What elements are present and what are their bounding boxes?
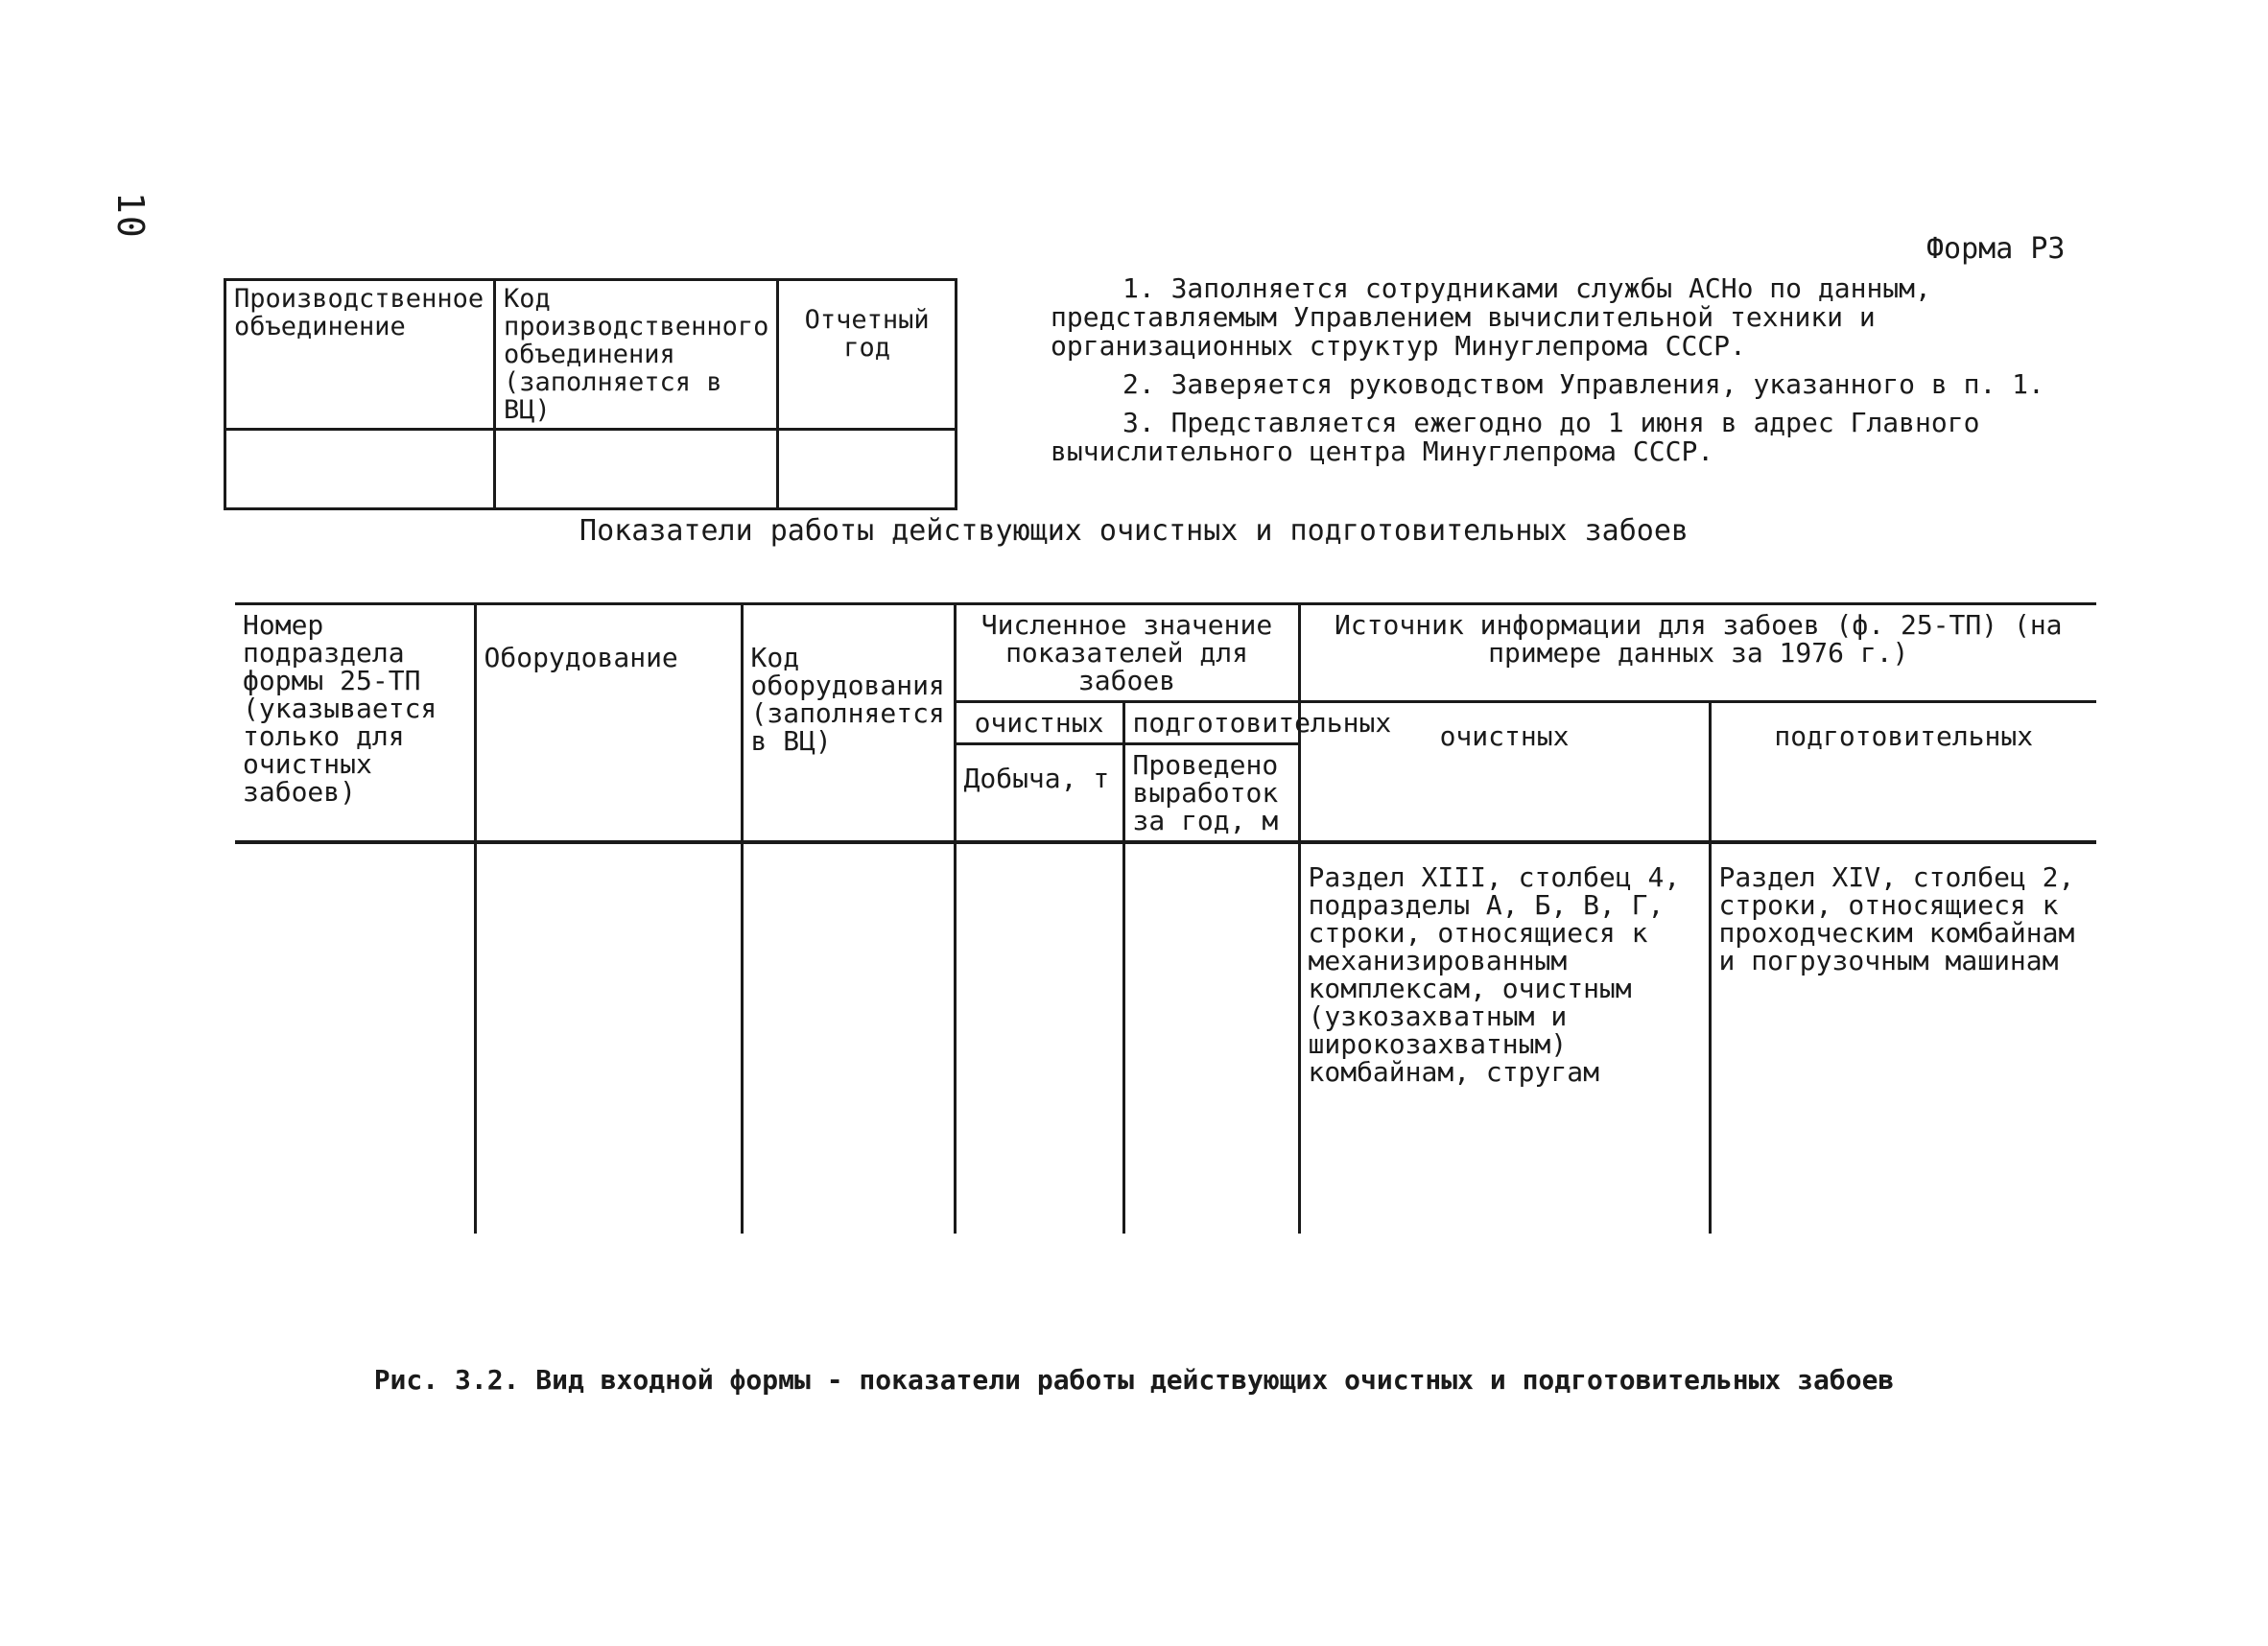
- figure-caption: Рис. 3.2. Вид входной формы - показатели работы действующих очистных и подготовительных забоев: [373, 1364, 1895, 1396]
- cell-source-prep: Раздел XIV, столбец 2, строки, относящиеся к проходческим комбайнам и погрузочным машинам: [1710, 842, 2096, 1234]
- form-notes: [1051, 274, 2115, 476]
- page-number: 10: [109, 192, 152, 240]
- header-cell-association[interactable]: [225, 430, 495, 509]
- col-driven: Проведено выработок за год, м: [1123, 744, 1299, 843]
- col-numeric-prep: подготовительных: [1123, 702, 1299, 744]
- col-section-number: Номер подраздела формы 25-ТП (указывается только для очистных забоев): [235, 604, 475, 843]
- cell-equipment[interactable]: [475, 842, 742, 1234]
- header-cell-association-code[interactable]: [495, 430, 778, 509]
- cell-driven[interactable]: [1123, 842, 1299, 1234]
- col-source-clean: очистных: [1299, 702, 1710, 843]
- header-cell-year[interactable]: [778, 430, 957, 509]
- header-col-association-code: Код производственного объединения (заполняется в ВЦ): [495, 280, 778, 430]
- section-title: Показатели работы действующих очистных и подготовительных забоев: [579, 514, 1689, 548]
- col-output: Добыча, т: [955, 744, 1123, 843]
- col-source-prep: подготовительных: [1710, 702, 2096, 843]
- cell-output[interactable]: [955, 842, 1123, 1234]
- header-table: [224, 278, 957, 510]
- note-3: 3. Представляется ежегодно до 1 июня в адрес Главного вычислительного центра Минуглепрома СССР.: [1051, 407, 1980, 467]
- note-1: 1. Заполняется сотрудниками службы АСНо по данным, представляемым Управлением вычислительной техники и организационных структур Минуглепрома СССР.: [1051, 272, 1931, 362]
- header-col-year: Отчетный год: [778, 280, 957, 430]
- col-numeric-clean: очистных: [955, 702, 1123, 744]
- col-equipment: Оборудование: [475, 604, 742, 843]
- form-code: Форма Р3: [1926, 232, 2066, 266]
- indicators-table: [235, 602, 2096, 1234]
- cell-source-clean: Раздел XIII, столбец 4, подразделы А, Б, В, Г, строки, относящиеся к механизированным комплексам, очистным (узкозахватным и широкозахватным) комбайнам, стругам: [1299, 842, 1710, 1234]
- col-numeric-value: Численное значение показателей для забоев: [955, 604, 1299, 702]
- cell-section-number[interactable]: [235, 842, 475, 1234]
- cell-equipment-code[interactable]: [742, 842, 955, 1234]
- col-info-source: Источник информации для забоев (ф. 25-ТП) (на примере данных за 1976 г.): [1299, 604, 2096, 702]
- note-2: 2. Заверяется руководством Управления, указанного в п. 1.: [1122, 368, 2044, 400]
- header-col-association: Производственное объединение: [225, 280, 495, 430]
- col-equipment-code: Код оборудования (заполняется в ВЦ): [742, 604, 955, 843]
